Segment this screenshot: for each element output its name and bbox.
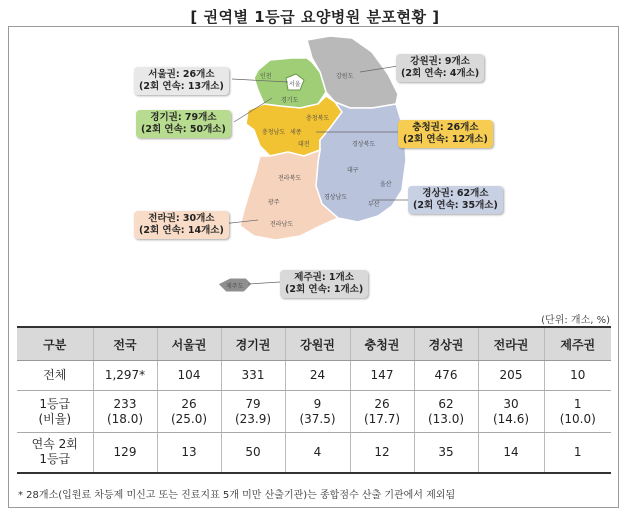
cell-ratio: (23.9)	[234, 411, 272, 426]
header-cell: 서울권	[157, 327, 221, 361]
callout-gangwon-count: 강원권: 9개소	[410, 56, 470, 67]
row-label-line: 연속 2회	[31, 437, 78, 452]
table-cell	[221, 391, 285, 433]
label-gwangju: 광주	[268, 199, 280, 206]
header-cell: 전라권	[478, 327, 544, 361]
cell-ratio: (13.0)	[427, 411, 465, 426]
table-cell: 13	[157, 433, 221, 473]
label-jeonbuk: 전라북도	[278, 175, 302, 182]
cell-ratio: (17.7)	[363, 411, 401, 426]
page-title: [ 권역별 1등급 요양병원 분포현황 ]	[190, 8, 440, 26]
label-gyeongnam: 경상남도	[324, 194, 348, 201]
leader-jeju	[248, 282, 280, 284]
label-incheon: 인천	[260, 73, 272, 80]
callout-seoul	[134, 67, 229, 95]
unit-label: (단위: 개소, %)	[541, 315, 610, 326]
table-cell: 147	[350, 361, 414, 391]
table-row	[17, 433, 611, 473]
callout-gangwon-consecutive: (2회 연속: 4개소)	[401, 68, 480, 79]
table-cell: 50	[221, 433, 285, 473]
callout-jeolla	[134, 211, 229, 239]
table-cell: 24	[285, 361, 350, 391]
cell-ratio: (25.0)	[170, 411, 208, 426]
label-gyeonggi: 경기도	[281, 97, 299, 104]
header-cell: 경기권	[221, 327, 285, 361]
label-gyeongbuk: 경상북도	[352, 141, 376, 148]
label-daejeon: 대전	[298, 141, 310, 148]
callout-chungcheong-consecutive: (2회 연속: 12개소)	[403, 134, 488, 145]
callout-seoul-consecutive: (2회 연속: 13개소)	[139, 81, 224, 92]
table-cell: 104	[157, 361, 221, 391]
cell-count: 233	[113, 396, 137, 411]
table-cell	[544, 391, 611, 433]
label-chungbuk: 충청북도	[306, 115, 330, 122]
table-cell	[157, 391, 221, 433]
table-cell: 14	[478, 433, 544, 473]
label-sejong: 세종	[290, 129, 302, 136]
row-label-line: 1등급	[39, 452, 71, 467]
header-cell: 제주권	[544, 327, 611, 361]
callout-seoul-count: 서울권: 26개소	[148, 69, 215, 80]
cell-ratio: (14.6)	[492, 411, 530, 426]
callout-jeju	[280, 270, 368, 298]
row-label-line: 1등급	[39, 396, 71, 411]
table-cell: 331	[221, 361, 285, 391]
row-label	[17, 391, 93, 433]
cell-ratio: (10.0)	[559, 411, 596, 426]
header-cell: 구분	[17, 327, 93, 361]
header-cell: 강원권	[285, 327, 350, 361]
table-cell	[478, 391, 544, 433]
callout-chungcheong	[398, 120, 493, 148]
callout-chungcheong-count: 충청권: 26개소	[412, 122, 479, 133]
table-cell: 476	[414, 361, 478, 391]
row-label-line: (비율)	[38, 411, 72, 426]
table-row	[17, 361, 611, 391]
callout-gyeonggi	[136, 110, 231, 138]
cell-count: 30	[503, 396, 519, 411]
header-cell: 전국	[93, 327, 157, 361]
table-cell	[285, 391, 350, 433]
table-cell: 205	[478, 361, 544, 391]
callout-gyeongsang-consecutive: (2회 연속: 35개소)	[413, 200, 498, 211]
row-label: 전체	[17, 361, 93, 391]
cell-count: 26	[181, 396, 197, 411]
table-cell	[414, 391, 478, 433]
label-seoul: 서울	[289, 81, 301, 88]
label-jeju: 제주도	[226, 283, 244, 290]
row-label	[17, 433, 93, 473]
callout-jeju-consecutive: (2회 연속: 1개소)	[285, 284, 364, 295]
table-cell: 129	[93, 433, 157, 473]
table-cell: 4	[285, 433, 350, 473]
cell-count: 62	[438, 396, 454, 411]
label-gangwon: 강원도	[336, 73, 354, 80]
label-daegu: 대구	[347, 167, 359, 174]
cell-count: 26	[374, 396, 390, 411]
table-cell	[350, 391, 414, 433]
callout-gyeongsang-count: 경상권: 62개소	[422, 188, 489, 199]
callout-gyeonggi-consecutive: (2회 연속: 50개소)	[141, 124, 226, 135]
table-cell: 1	[544, 433, 611, 473]
callout-gangwon	[396, 54, 484, 82]
header-cell: 충청권	[350, 327, 414, 361]
label-busan: 부산	[368, 201, 380, 208]
cell-ratio: (18.0)	[106, 411, 144, 426]
callout-jeolla-count: 전라권: 30개소	[148, 213, 215, 224]
callout-jeju-count: 제주권: 1개소	[294, 272, 354, 283]
table-cell	[93, 391, 157, 433]
label-jeonnam: 전라남도	[270, 221, 294, 228]
table-cell: 35	[414, 433, 478, 473]
cell-ratio: (37.5)	[299, 411, 336, 426]
table-cell: 1,297*	[93, 361, 157, 391]
table-row	[17, 391, 611, 433]
table-header-row	[17, 327, 611, 361]
header-cell: 경상권	[414, 327, 478, 361]
callout-gyeongsang	[408, 186, 503, 214]
callout-jeolla-consecutive: (2회 연속: 14개소)	[139, 225, 224, 236]
label-chungnam: 충청남도	[262, 129, 286, 136]
table-cell: 12	[350, 433, 414, 473]
cell-count: 1	[573, 396, 582, 411]
cell-count: 79	[245, 396, 261, 411]
footnote: * 28개소(입원료 차등제 미신고 또는 진료지표 5개 미만 산출기관)는 종합점수 산출 기관에서 제외됨	[18, 490, 456, 501]
cell-count: 9	[313, 396, 322, 411]
table-cell: 10	[544, 361, 611, 391]
callout-gyeonggi-count: 경기권: 79개소	[150, 112, 217, 123]
label-ulsan: 울산	[380, 181, 392, 188]
stats-table	[17, 326, 611, 474]
